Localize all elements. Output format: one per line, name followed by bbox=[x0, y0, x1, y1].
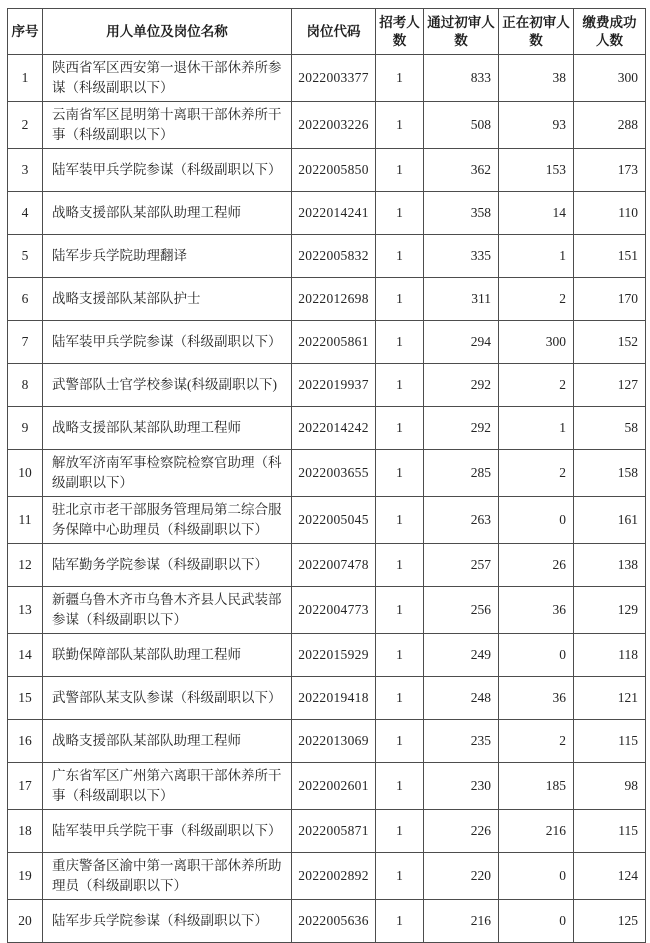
cell-passed-count: 311 bbox=[424, 278, 499, 321]
cell-serial-number: 3 bbox=[8, 149, 43, 192]
cell-recruit-count: 1 bbox=[376, 900, 424, 943]
cell-reviewing-count: 2 bbox=[499, 278, 574, 321]
cell-reviewing-count: 2 bbox=[499, 720, 574, 763]
cell-passed-count: 257 bbox=[424, 544, 499, 587]
table-body bbox=[8, 55, 646, 943]
cell-position-name: 陆军步兵学院参谋（科级副职以下） bbox=[43, 900, 292, 943]
cell-serial-number: 5 bbox=[8, 235, 43, 278]
cell-position-code: 2022007478 bbox=[292, 544, 376, 587]
cell-recruit-count: 1 bbox=[376, 102, 424, 149]
table-row bbox=[8, 364, 646, 407]
table-header bbox=[8, 9, 646, 55]
cell-paid-count: 58 bbox=[574, 407, 646, 450]
cell-position-code: 2022005832 bbox=[292, 235, 376, 278]
cell-reviewing-count: 0 bbox=[499, 497, 574, 544]
table-row bbox=[8, 900, 646, 943]
cell-recruit-count: 1 bbox=[376, 55, 424, 102]
cell-paid-count: 118 bbox=[574, 634, 646, 677]
cell-recruit-count: 1 bbox=[376, 763, 424, 810]
cell-position-name: 武警部队某支队参谋（科级副职以下） bbox=[43, 677, 292, 720]
cell-serial-number: 4 bbox=[8, 192, 43, 235]
cell-position-name: 战略支援部队某部队助理工程师 bbox=[43, 407, 292, 450]
cell-position-code: 2022003226 bbox=[292, 102, 376, 149]
cell-position-code: 2022004773 bbox=[292, 587, 376, 634]
cell-position-name: 重庆警备区渝中第一离职干部休养所助理员（科级副职以下） bbox=[43, 853, 292, 900]
cell-passed-count: 292 bbox=[424, 407, 499, 450]
table-row bbox=[8, 407, 646, 450]
table-row bbox=[8, 720, 646, 763]
cell-passed-count: 335 bbox=[424, 235, 499, 278]
cell-reviewing-count: 26 bbox=[499, 544, 574, 587]
cell-passed-count: 294 bbox=[424, 321, 499, 364]
cell-position-name: 陆军装甲兵学院参谋（科级副职以下） bbox=[43, 321, 292, 364]
cell-position-name: 联勤保障部队某部队助理工程师 bbox=[43, 634, 292, 677]
cell-paid-count: 161 bbox=[574, 497, 646, 544]
cell-reviewing-count: 1 bbox=[499, 407, 574, 450]
cell-paid-count: 138 bbox=[574, 544, 646, 587]
table-row bbox=[8, 102, 646, 149]
cell-paid-count: 110 bbox=[574, 192, 646, 235]
cell-reviewing-count: 36 bbox=[499, 677, 574, 720]
cell-position-code: 2022015929 bbox=[292, 634, 376, 677]
cell-recruit-count: 1 bbox=[376, 544, 424, 587]
cell-position-name: 陕西省军区西安第一退休干部休养所参谋（科级副职以下） bbox=[43, 55, 292, 102]
cell-position-code: 2022002892 bbox=[292, 853, 376, 900]
cell-recruit-count: 1 bbox=[376, 720, 424, 763]
cell-reviewing-count: 0 bbox=[499, 634, 574, 677]
cell-recruit-count: 1 bbox=[376, 810, 424, 853]
table-row bbox=[8, 763, 646, 810]
cell-serial-number: 10 bbox=[8, 450, 43, 497]
cell-recruit-count: 1 bbox=[376, 450, 424, 497]
cell-serial-number: 6 bbox=[8, 278, 43, 321]
cell-passed-count: 508 bbox=[424, 102, 499, 149]
cell-recruit-count: 1 bbox=[376, 497, 424, 544]
cell-position-name: 陆军步兵学院助理翻译 bbox=[43, 235, 292, 278]
cell-position-name: 陆军勤务学院参谋（科级副职以下） bbox=[43, 544, 292, 587]
cell-paid-count: 288 bbox=[574, 102, 646, 149]
cell-paid-count: 170 bbox=[574, 278, 646, 321]
cell-passed-count: 216 bbox=[424, 900, 499, 943]
cell-reviewing-count: 0 bbox=[499, 853, 574, 900]
table-row bbox=[8, 235, 646, 278]
cell-paid-count: 127 bbox=[574, 364, 646, 407]
cell-serial-number: 19 bbox=[8, 853, 43, 900]
cell-serial-number: 1 bbox=[8, 55, 43, 102]
cell-reviewing-count: 36 bbox=[499, 587, 574, 634]
cell-position-name: 战略支援部队某部队助理工程师 bbox=[43, 720, 292, 763]
cell-reviewing-count: 153 bbox=[499, 149, 574, 192]
cell-position-name: 战略支援部队某部队护士 bbox=[43, 278, 292, 321]
table-row bbox=[8, 544, 646, 587]
cell-position-code: 2022002601 bbox=[292, 763, 376, 810]
cell-recruit-count: 1 bbox=[376, 634, 424, 677]
cell-position-code: 2022012698 bbox=[292, 278, 376, 321]
cell-position-name: 新疆乌鲁木齐市乌鲁木齐县人民武装部参谋（科级副职以下） bbox=[43, 587, 292, 634]
cell-passed-count: 358 bbox=[424, 192, 499, 235]
cell-serial-number: 15 bbox=[8, 677, 43, 720]
table-row bbox=[8, 278, 646, 321]
cell-serial-number: 13 bbox=[8, 587, 43, 634]
cell-recruit-count: 1 bbox=[376, 149, 424, 192]
cell-position-code: 2022013069 bbox=[292, 720, 376, 763]
cell-serial-number: 14 bbox=[8, 634, 43, 677]
cell-position-code: 2022003377 bbox=[292, 55, 376, 102]
table-row bbox=[8, 55, 646, 102]
cell-reviewing-count: 93 bbox=[499, 102, 574, 149]
header-under-review-count: 正在初审人数 bbox=[499, 9, 574, 55]
cell-recruit-count: 1 bbox=[376, 587, 424, 634]
cell-reviewing-count: 216 bbox=[499, 810, 574, 853]
cell-passed-count: 285 bbox=[424, 450, 499, 497]
cell-passed-count: 362 bbox=[424, 149, 499, 192]
cell-position-code: 2022005850 bbox=[292, 149, 376, 192]
header-passed-review-count: 通过初审人数 bbox=[424, 9, 499, 55]
table-row bbox=[8, 810, 646, 853]
cell-position-code: 2022014242 bbox=[292, 407, 376, 450]
cell-position-code: 2022005861 bbox=[292, 321, 376, 364]
cell-reviewing-count: 2 bbox=[499, 450, 574, 497]
cell-position-name: 武警部队士官学校参谋(科级副职以下) bbox=[43, 364, 292, 407]
cell-paid-count: 121 bbox=[574, 677, 646, 720]
cell-serial-number: 7 bbox=[8, 321, 43, 364]
cell-passed-count: 833 bbox=[424, 55, 499, 102]
recruitment-stats-table bbox=[7, 8, 646, 943]
cell-passed-count: 249 bbox=[424, 634, 499, 677]
cell-paid-count: 173 bbox=[574, 149, 646, 192]
cell-reviewing-count: 38 bbox=[499, 55, 574, 102]
cell-serial-number: 9 bbox=[8, 407, 43, 450]
table-row bbox=[8, 149, 646, 192]
cell-passed-count: 292 bbox=[424, 364, 499, 407]
cell-recruit-count: 1 bbox=[376, 321, 424, 364]
header-row bbox=[8, 9, 646, 55]
cell-reviewing-count: 0 bbox=[499, 900, 574, 943]
cell-serial-number: 20 bbox=[8, 900, 43, 943]
cell-paid-count: 98 bbox=[574, 763, 646, 810]
cell-serial-number: 8 bbox=[8, 364, 43, 407]
table-row bbox=[8, 634, 646, 677]
cell-paid-count: 115 bbox=[574, 720, 646, 763]
cell-recruit-count: 1 bbox=[376, 235, 424, 278]
cell-position-name: 战略支援部队某部队助理工程师 bbox=[43, 192, 292, 235]
cell-passed-count: 230 bbox=[424, 763, 499, 810]
cell-passed-count: 263 bbox=[424, 497, 499, 544]
cell-position-code: 2022003655 bbox=[292, 450, 376, 497]
header-paid-count: 缴费成功人数 bbox=[574, 9, 646, 55]
cell-paid-count: 129 bbox=[574, 587, 646, 634]
cell-passed-count: 226 bbox=[424, 810, 499, 853]
cell-paid-count: 300 bbox=[574, 55, 646, 102]
cell-position-code: 2022014241 bbox=[292, 192, 376, 235]
cell-paid-count: 152 bbox=[574, 321, 646, 364]
cell-recruit-count: 1 bbox=[376, 407, 424, 450]
table-row bbox=[8, 497, 646, 544]
header-employer-position: 用人单位及岗位名称 bbox=[43, 9, 292, 55]
cell-position-code: 2022005871 bbox=[292, 810, 376, 853]
header-serial-number: 序号 bbox=[8, 9, 43, 55]
cell-position-code: 2022005045 bbox=[292, 497, 376, 544]
cell-paid-count: 115 bbox=[574, 810, 646, 853]
cell-reviewing-count: 185 bbox=[499, 763, 574, 810]
cell-reviewing-count: 1 bbox=[499, 235, 574, 278]
cell-position-code: 2022019937 bbox=[292, 364, 376, 407]
cell-paid-count: 158 bbox=[574, 450, 646, 497]
table-row bbox=[8, 192, 646, 235]
table-row bbox=[8, 677, 646, 720]
cell-paid-count: 125 bbox=[574, 900, 646, 943]
cell-paid-count: 124 bbox=[574, 853, 646, 900]
cell-recruit-count: 1 bbox=[376, 278, 424, 321]
cell-position-name: 驻北京市老干部服务管理局第二综合服务保障中心助理员（科级副职以下） bbox=[43, 497, 292, 544]
cell-serial-number: 11 bbox=[8, 497, 43, 544]
cell-recruit-count: 1 bbox=[376, 853, 424, 900]
table-row bbox=[8, 321, 646, 364]
cell-serial-number: 18 bbox=[8, 810, 43, 853]
cell-passed-count: 256 bbox=[424, 587, 499, 634]
cell-recruit-count: 1 bbox=[376, 677, 424, 720]
cell-serial-number: 12 bbox=[8, 544, 43, 587]
cell-serial-number: 17 bbox=[8, 763, 43, 810]
cell-reviewing-count: 300 bbox=[499, 321, 574, 364]
cell-passed-count: 248 bbox=[424, 677, 499, 720]
table-row bbox=[8, 587, 646, 634]
cell-passed-count: 235 bbox=[424, 720, 499, 763]
cell-paid-count: 151 bbox=[574, 235, 646, 278]
cell-position-name: 广东省军区广州第六离职干部休养所干事（科级副职以下） bbox=[43, 763, 292, 810]
cell-recruit-count: 1 bbox=[376, 364, 424, 407]
header-position-code: 岗位代码 bbox=[292, 9, 376, 55]
cell-serial-number: 2 bbox=[8, 102, 43, 149]
cell-position-name: 云南省军区昆明第十离职干部休养所干事（科级副职以下） bbox=[43, 102, 292, 149]
cell-position-code: 2022019418 bbox=[292, 677, 376, 720]
table-row bbox=[8, 450, 646, 497]
cell-position-name: 解放军济南军事检察院检察官助理（科级副职以下） bbox=[43, 450, 292, 497]
cell-passed-count: 220 bbox=[424, 853, 499, 900]
cell-reviewing-count: 14 bbox=[499, 192, 574, 235]
cell-position-name: 陆军装甲兵学院参谋（科级副职以下） bbox=[43, 149, 292, 192]
cell-recruit-count: 1 bbox=[376, 192, 424, 235]
cell-position-code: 2022005636 bbox=[292, 900, 376, 943]
cell-serial-number: 16 bbox=[8, 720, 43, 763]
cell-position-name: 陆军装甲兵学院干事（科级副职以下） bbox=[43, 810, 292, 853]
cell-reviewing-count: 2 bbox=[499, 364, 574, 407]
header-recruit-count: 招考人数 bbox=[376, 9, 424, 55]
table-row bbox=[8, 853, 646, 900]
